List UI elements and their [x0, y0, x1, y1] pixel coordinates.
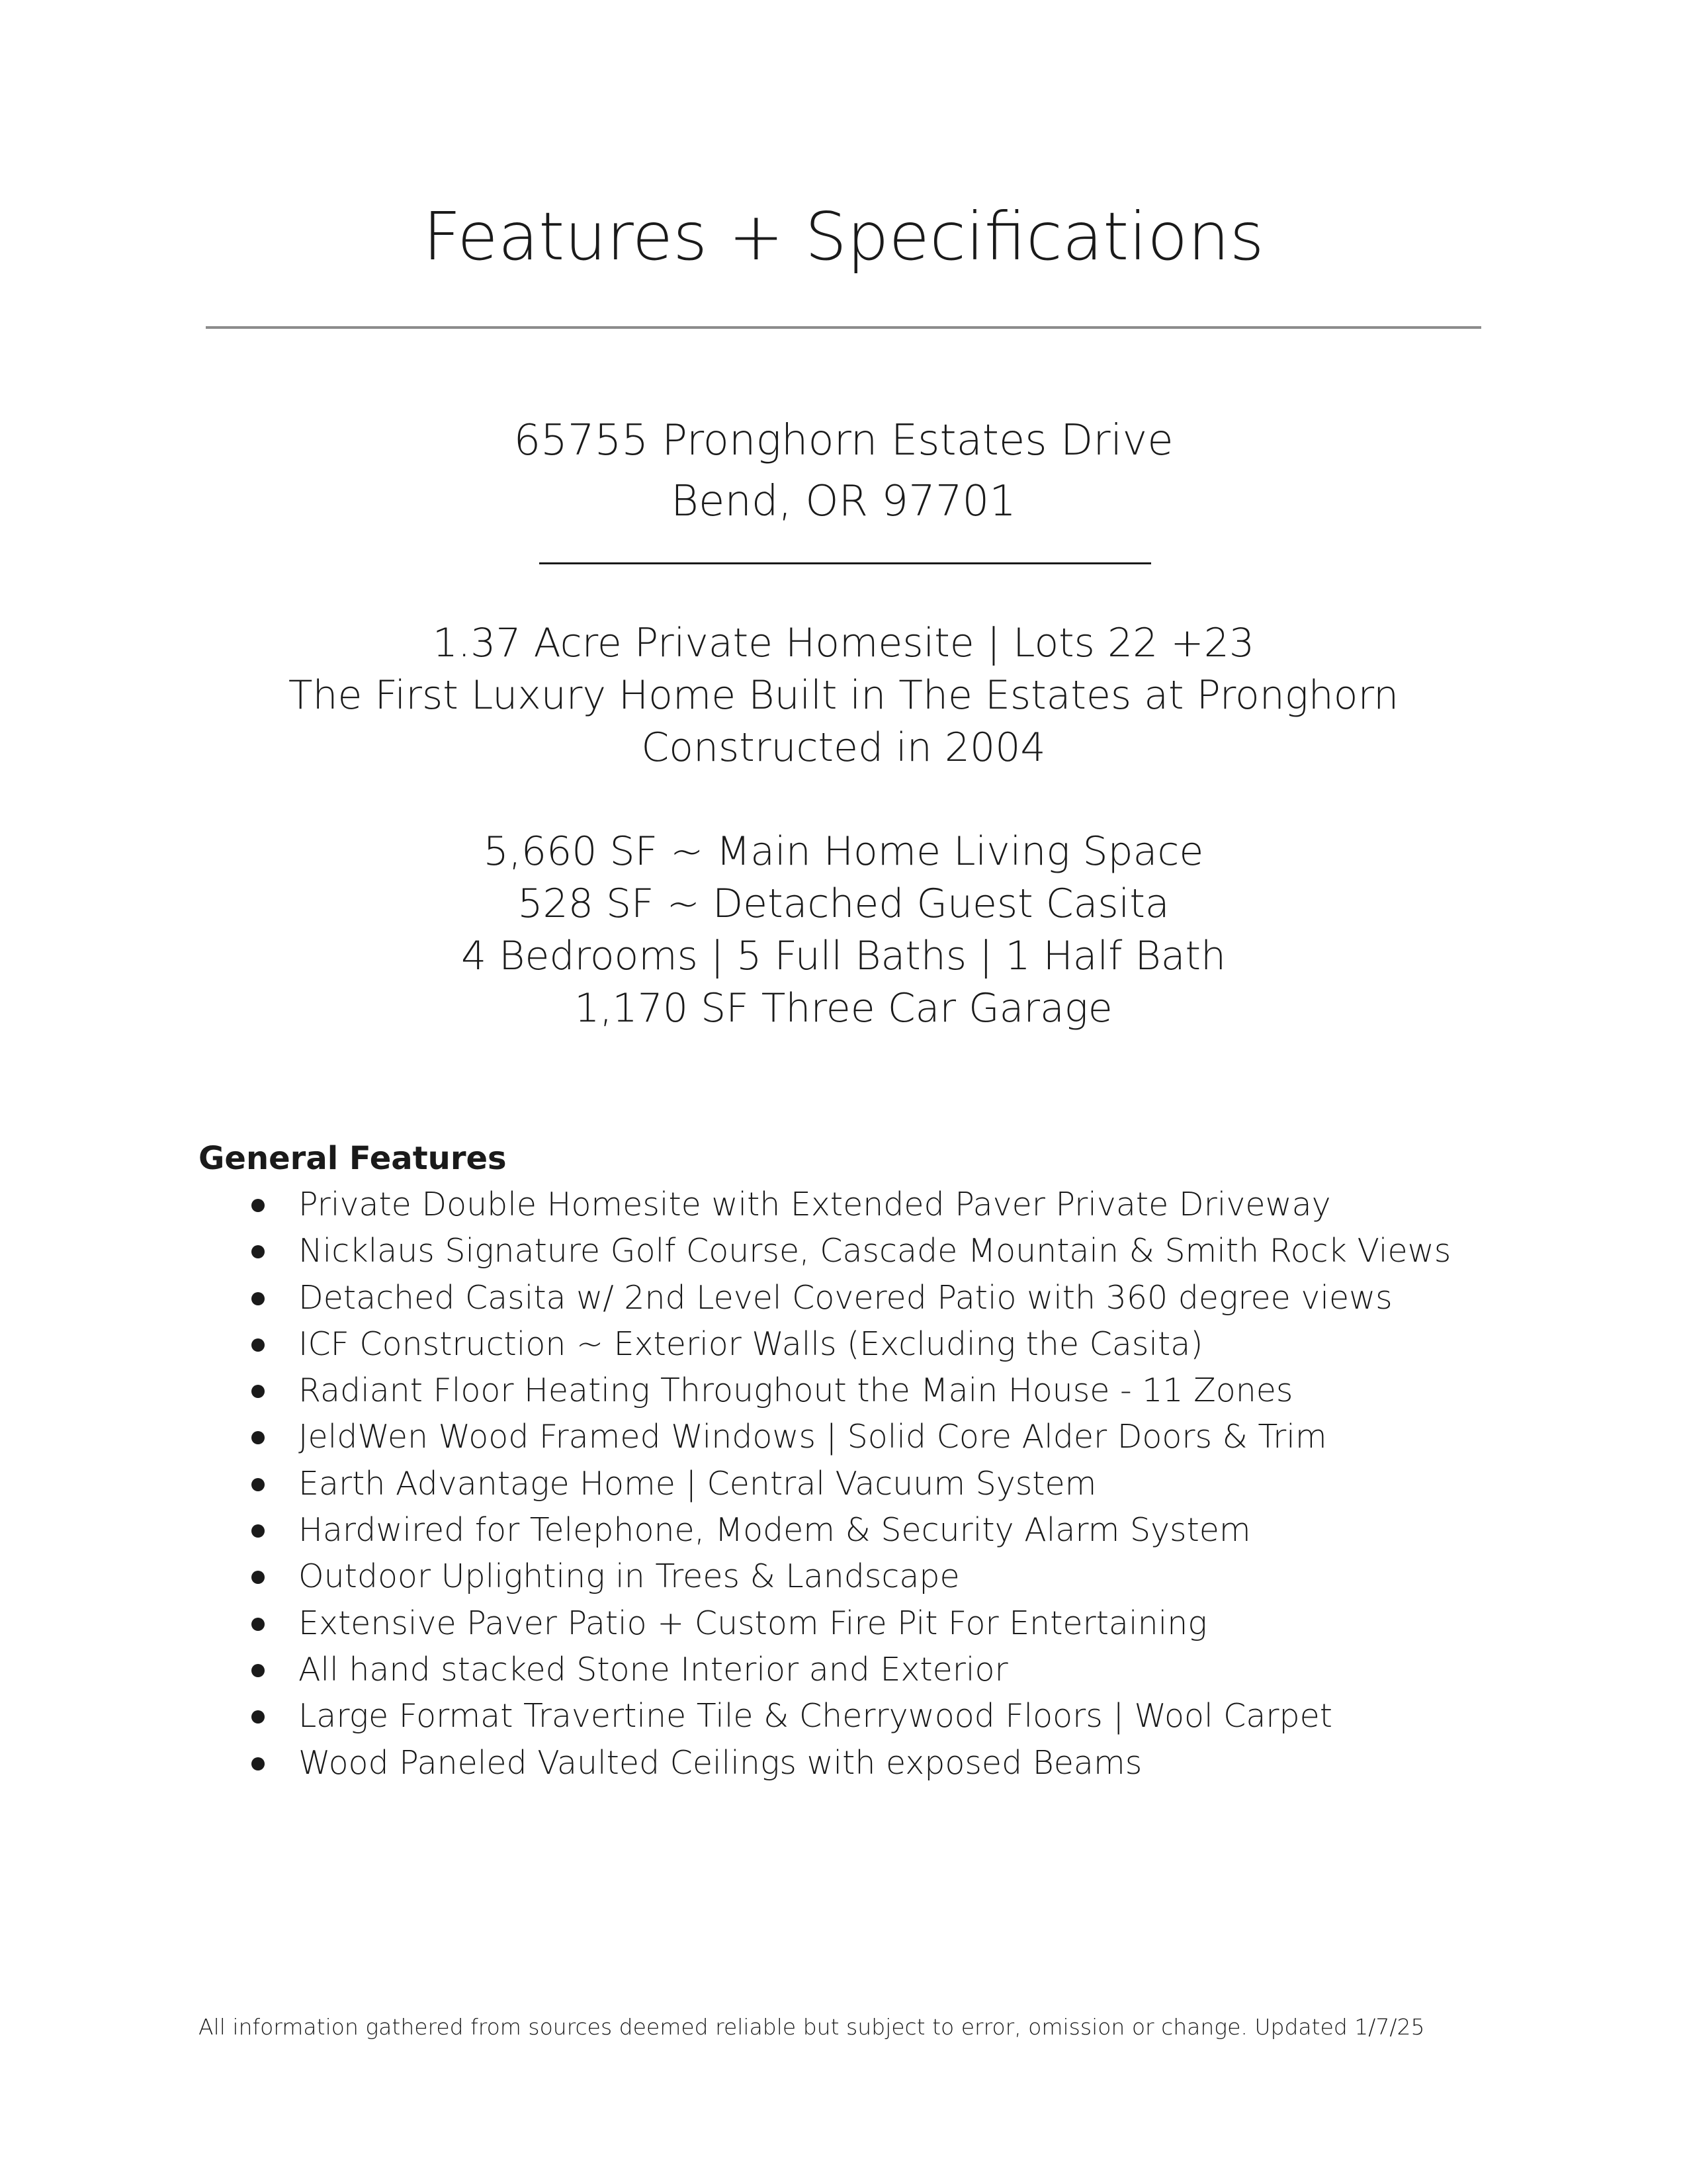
bullet-icon: [251, 1478, 265, 1491]
feature-text: Wood Paneled Vaulted Ceilings with exposed Beams: [298, 1743, 1143, 1782]
bullet-icon: [251, 1292, 265, 1305]
feature-item: [198, 1507, 1451, 1553]
spec-line: 5,660 SF ~ Main Home Living Space: [483, 828, 1204, 875]
bullet-icon: [251, 1524, 265, 1538]
spec-line: 1,170 SF Three Car Garage: [574, 985, 1113, 1031]
fact-line: Constructed in 2004: [641, 724, 1046, 771]
property-facts: [0, 617, 1687, 774]
bullet-icon: [251, 1338, 265, 1352]
feature-text: Detached Casita w/ 2nd Level Covered Patio with 360 degree views: [298, 1278, 1393, 1317]
property-address: [0, 410, 1687, 532]
bullet-icon: [251, 1199, 265, 1212]
address-line-city: Bend, OR 97701: [671, 477, 1016, 526]
feature-item: [198, 1275, 1451, 1321]
title-divider: [206, 326, 1481, 329]
spec-line: 4 Bedrooms | 5 Full Baths | 1 Half Bath: [460, 933, 1227, 979]
feature-item: [198, 1414, 1451, 1460]
footer-disclaimer: All information gathered from sources deemed reliable but subject to error, omission or change. Updated 1/7/25: [198, 2014, 1425, 2040]
feature-item: [198, 1740, 1451, 1786]
feature-item: [198, 1553, 1451, 1600]
fact-line: 1.37 Acre Private Homesite | Lots 22 +23: [432, 620, 1255, 666]
general-features-list: [198, 1182, 1451, 1786]
feature-item: [198, 1693, 1451, 1739]
bullet-icon: [251, 1385, 265, 1398]
feature-item: [198, 1647, 1451, 1693]
bullet-icon: [251, 1664, 265, 1677]
feature-text: Large Format Travertine Tile & Cherrywood Floors | Wool Carpet: [298, 1697, 1333, 1735]
feature-text: ICF Construction ~ Exterior Walls (Excluding the Casita): [298, 1325, 1203, 1363]
fact-line: The First Luxury Home Built in The Estates at Pronghorn: [288, 672, 1399, 719]
feature-text: Radiant Floor Heating Throughout the Main House - 11 Zones: [298, 1372, 1293, 1410]
page-title: Features + Specifications: [423, 198, 1264, 275]
spec-line: 528 SF ~ Detached Guest Casita: [517, 881, 1170, 927]
feature-text: Outdoor Uplighting in Trees & Landscape: [298, 1557, 960, 1596]
feature-text: Earth Advantage Home | Central Vacuum System: [298, 1464, 1097, 1503]
feature-text: Nicklaus Signature Golf Course, Cascade Mountain & Smith Rock Views: [298, 1232, 1451, 1270]
feature-item: [198, 1321, 1451, 1368]
feature-text: JeldWen Wood Framed Windows | Solid Core Alder Doors & Trim: [298, 1418, 1327, 1456]
general-features-heading: General Features: [198, 1140, 507, 1177]
feature-item: [198, 1600, 1451, 1647]
bullet-icon: [251, 1757, 265, 1770]
feature-text: Private Double Homesite with Extended Paver Private Driveway: [298, 1186, 1331, 1223]
feature-item: [198, 1228, 1451, 1274]
feature-text: All hand stacked Stone Interior and Exterior: [298, 1650, 1008, 1688]
bullet-icon: [251, 1245, 265, 1258]
bullet-icon: [251, 1431, 265, 1444]
address-divider: [539, 562, 1151, 564]
feature-text: Extensive Paver Patio + Custom Fire Pit For Entertaining: [298, 1604, 1207, 1642]
property-specs: [0, 826, 1687, 1035]
bullet-icon: [251, 1710, 265, 1724]
feature-item: [198, 1368, 1451, 1414]
address-line-street: 65755 Pronghorn Estates Drive: [513, 416, 1174, 465]
bullet-icon: [251, 1618, 265, 1631]
feature-text: Hardwired for Telephone, Modem & Security Alarm System: [298, 1511, 1251, 1550]
feature-item: [198, 1461, 1451, 1507]
feature-item: [198, 1182, 1451, 1228]
bullet-icon: [251, 1571, 265, 1584]
